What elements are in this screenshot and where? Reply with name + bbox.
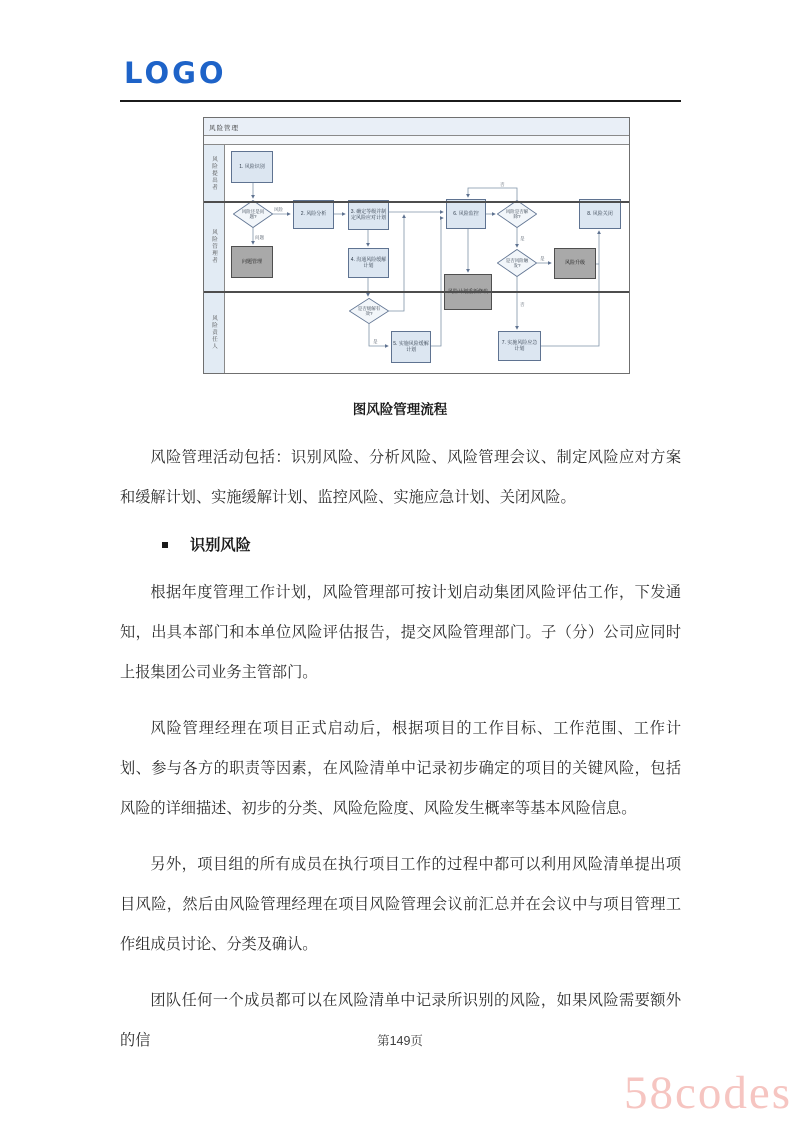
edge-label-issue: 问题 (255, 235, 264, 240)
edge-label-no: 否 (520, 302, 525, 307)
lane-risk-owner (204, 291, 225, 373)
decision-label: 风险是否解除? (505, 208, 529, 219)
flow-decision-mitigation-effective (349, 298, 389, 324)
paragraph-team-members: 另外，项目组的所有成员在执行项目工作的过程中都可以利用风险清单提出项目风险，然后由风险管理经理在项目风险管理会议前汇总并在会议中与项目管理工作组成员讨论、分类及确认。 (120, 856, 681, 953)
lane-label-text: 风险责任人 (211, 314, 217, 350)
flow-node-2-risk-analysis: 2. 风险分析 (293, 200, 334, 229)
flowchart-subheader-band (204, 136, 629, 145)
flowchart-title: 风险管理 (209, 125, 239, 132)
paragraph-annual-plan: 根据年度管理工作计划，风险管理部可按计划启动集团风险评估工作，下发通知，出具本部门和本单位风险评估报告，提交风险管理部门。子（分）公司应同时上报集团公司业务主管部门。 (120, 584, 681, 681)
flow-node-7-implement-contingency-plan: 7. 实施风险应急计划 (498, 331, 541, 361)
flow-node-5-implement-mitigation-plan: 5. 实施风险缓解计划 (391, 331, 431, 363)
flow-decision-risk-or-issue (233, 200, 273, 228)
edge-label-risk: 风险 (274, 207, 283, 212)
body-text (120, 438, 681, 1077)
decision-label: 是否风险触发? (505, 257, 529, 268)
watermark-text: 58codes (623, 1067, 792, 1119)
header-divider (120, 100, 681, 102)
company-logo: LOGO (124, 56, 227, 90)
paragraph-risk-manager: 风险管理经理在项目正式启动后，根据项目的工作目标、工作范围、工作计划、参与各方的职责等因素，在风险清单中记录初步确定的项目的关键风险，包括风险的详细描述、初步的分类、风险危险度、风险发生概率等基本风险信息。 (120, 720, 681, 817)
bullet-heading-label: 识别风险 (190, 537, 251, 554)
flow-node-risk-escalation: 风险升级 (554, 248, 596, 279)
lane-risk-manager (204, 201, 225, 291)
lane-divider-2 (204, 291, 629, 293)
lane-risk-submitter (204, 145, 225, 201)
edge-label-yes: 是 (520, 236, 525, 241)
page-number: 第149页 (377, 1034, 423, 1048)
flowchart-title-bar (204, 118, 629, 136)
edge-label-yes: 是 (540, 256, 545, 261)
risk-management-flowchart (203, 117, 630, 374)
paragraph-risk-record: 团队任何一个成员都可以在风险清单中记录所识别的风险，如果风险需要额外的信 (120, 992, 681, 1049)
lane-label-text: 风险提出者 (211, 155, 217, 191)
bullet-heading-identify-risk (162, 534, 681, 555)
flow-node-4-communicate-mitigation-plan: 4. 沟通风险缓解计划 (348, 248, 389, 278)
flow-node-3-risk-response-plan: 3. 确定等级并制定风险应对计划 (348, 200, 389, 230)
edge-label-no: 否 (500, 182, 505, 187)
flow-decision-risk-resolved (497, 200, 537, 228)
decision-label: 是否缓解有效? (357, 305, 381, 316)
flow-node-issue-management: 问题管理 (231, 246, 273, 278)
lane-divider-1 (204, 201, 629, 203)
edge-label-yes: 是 (373, 339, 378, 344)
flow-node-1-risk-identify: 1. 风险识别 (231, 151, 273, 183)
flow-node-6-risk-monitoring: 6. 风险监控 (446, 199, 486, 229)
figure-caption: 图风险管理流程 (352, 402, 448, 417)
paragraph-risk-activities: 风险管理活动包括：识别风险、分析风险、风险管理会议、制定风险应对方案和缓解计划、实施缓解计划、监控风险、实施应急计划、关闭风险。 (120, 449, 681, 506)
flow-decision-risk-triggered (497, 249, 537, 277)
bullet-square-icon (162, 542, 168, 548)
decision-label: 风险还是问题? (241, 208, 265, 219)
lane-label-text: 风险管理者 (211, 228, 217, 264)
flow-node-8-risk-close: 8. 风险关闭 (579, 199, 621, 229)
